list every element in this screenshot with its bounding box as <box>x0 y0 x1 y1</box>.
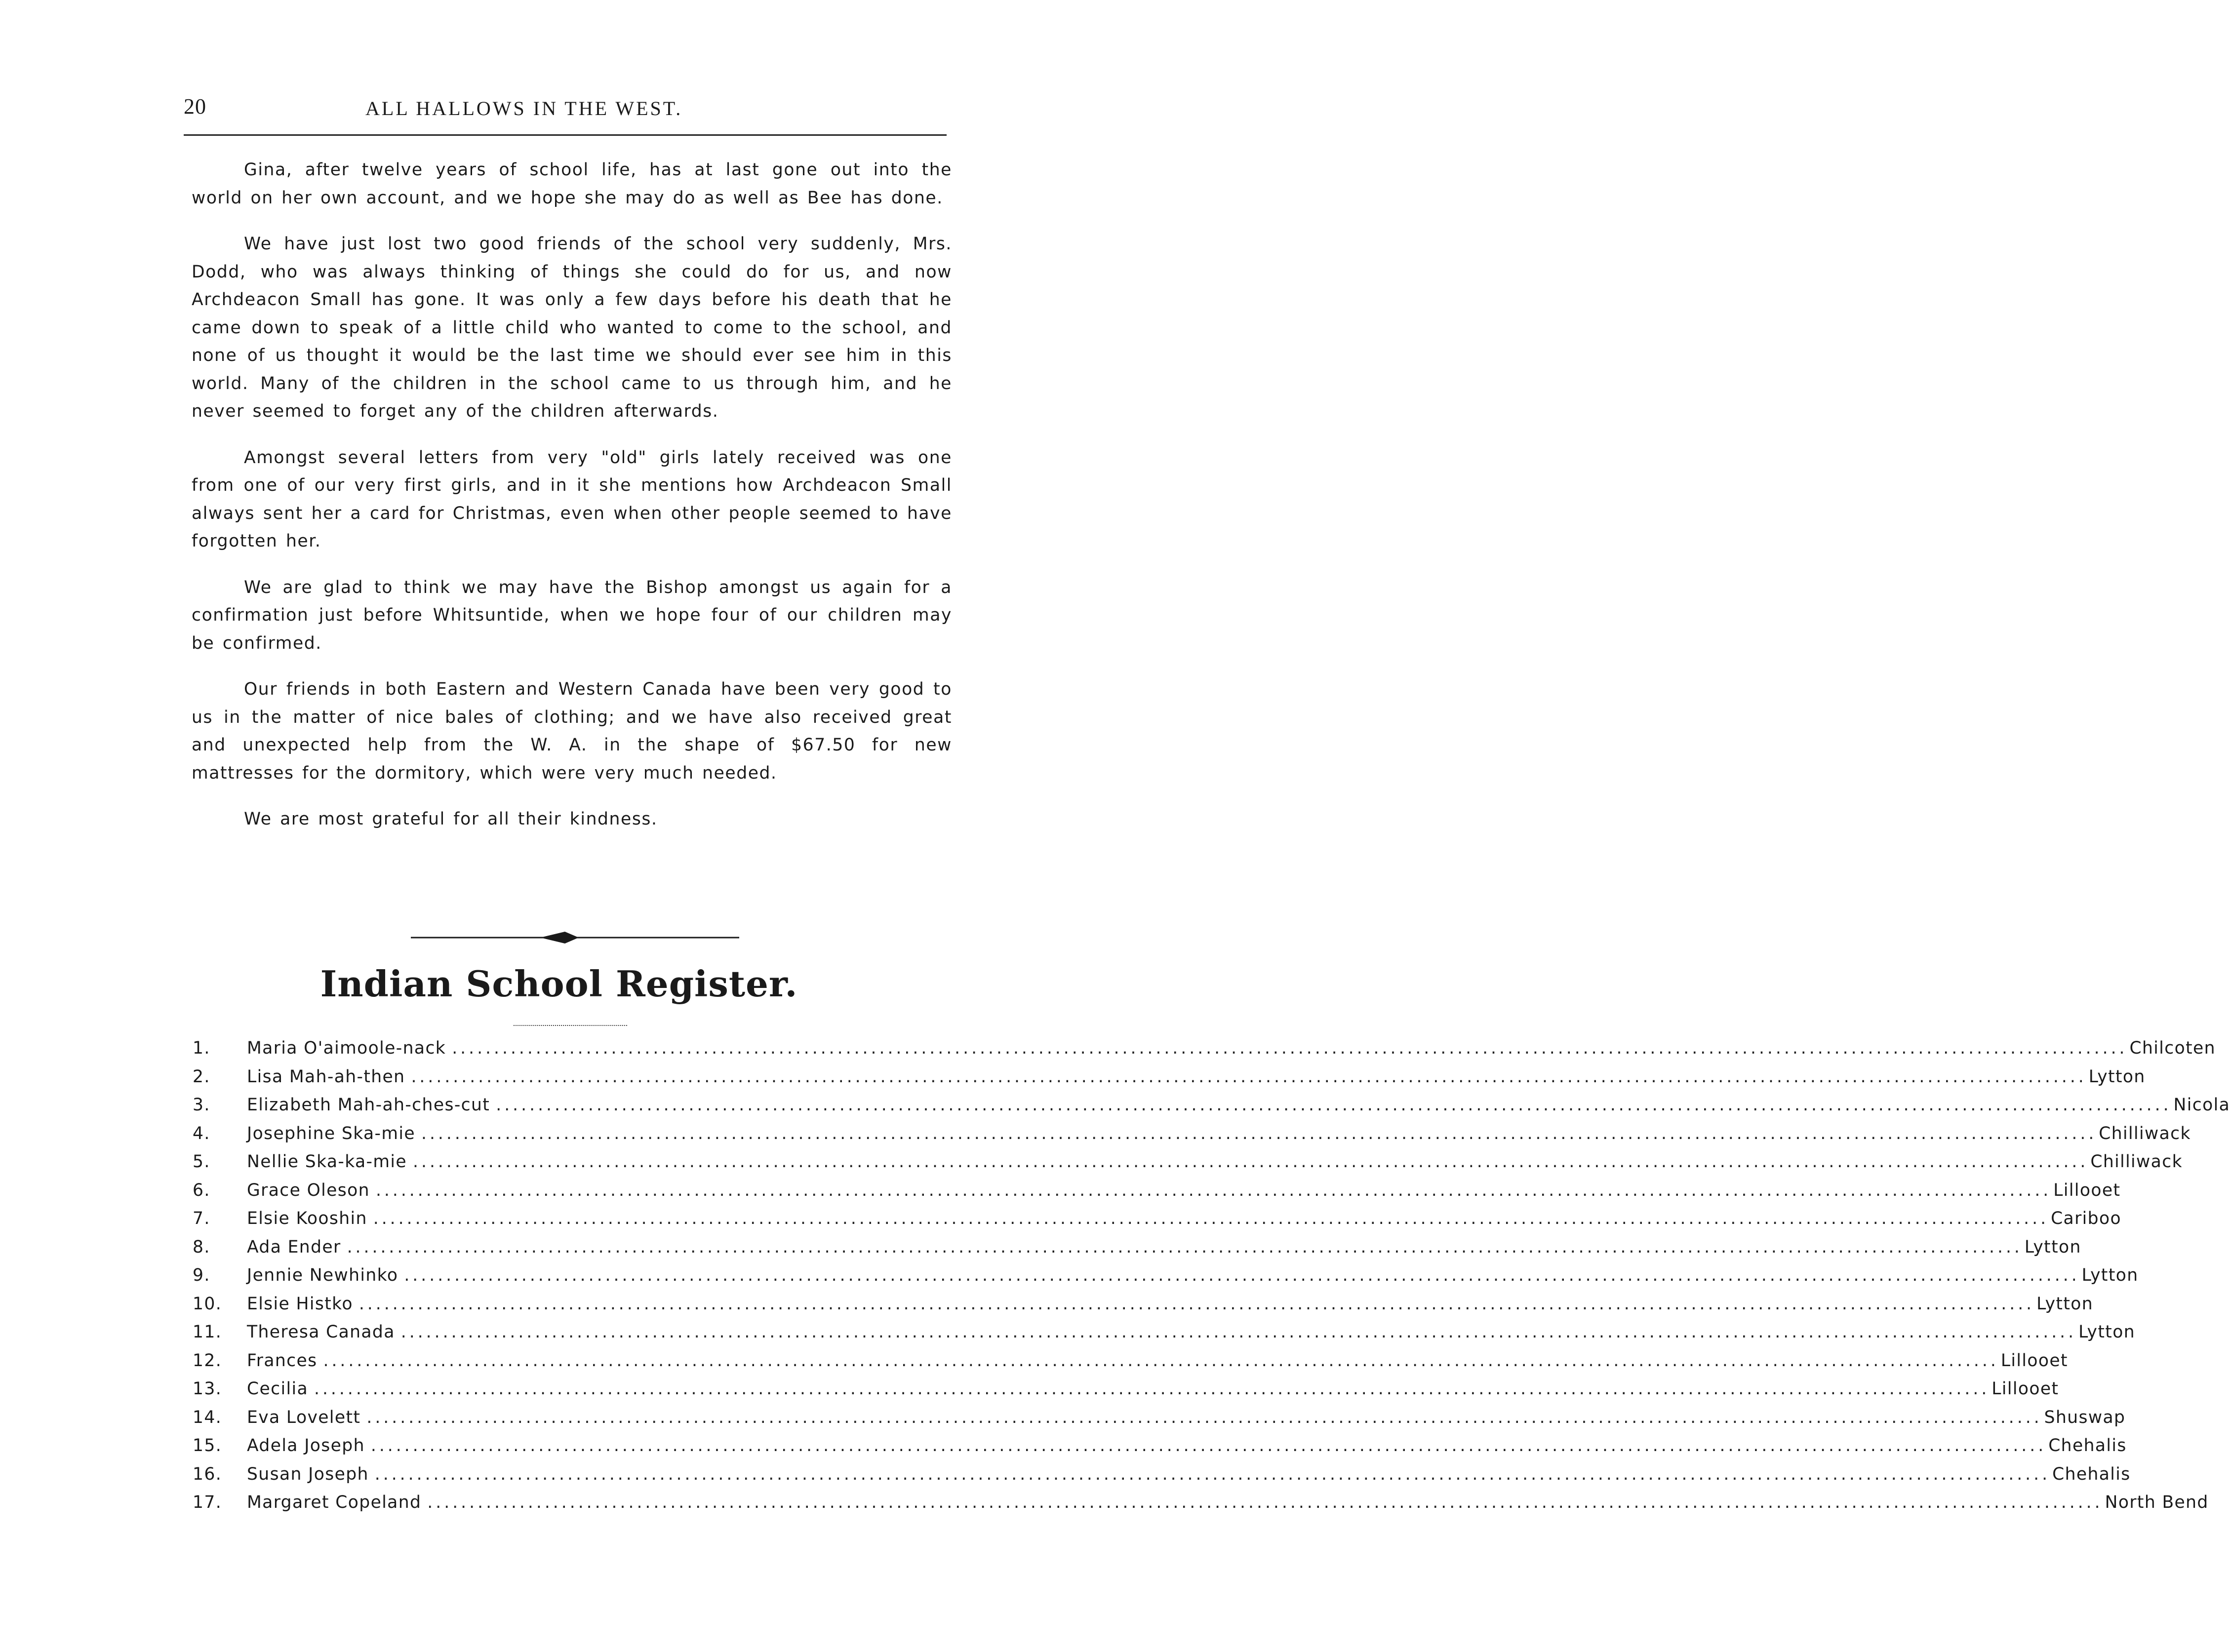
entry-number: 6. <box>193 1180 210 1200</box>
dot-leader: ........................................................................................................................................................................................................ <box>452 1038 2128 1058</box>
entry-number: 1. <box>193 1038 210 1058</box>
register-entry <box>193 1177 2121 1205</box>
dot-leader: ........................................................................................................................................................................................................ <box>374 1464 2051 1484</box>
entry-place: Nicola <box>2173 1095 2230 1115</box>
entry-place: Chilliwack <box>2090 1152 2183 1172</box>
register-title: Indian School Register. <box>320 963 798 1005</box>
register-entry <box>193 1034 2216 1063</box>
dot-leader: ........................................................................................................................................................................................................ <box>375 1180 2052 1200</box>
entry-name: Adela Joseph <box>247 1436 365 1455</box>
register-entry <box>193 1432 2127 1460</box>
entry-number: 3. <box>193 1095 210 1115</box>
entry-place: Lytton <box>2088 1066 2146 1087</box>
dot-leader: ........................................................................................................................................................................................................ <box>400 1322 2077 1342</box>
register-entry <box>193 1148 2183 1177</box>
title-underline <box>514 1025 627 1026</box>
register-list <box>193 1034 2230 1517</box>
paragraph: We have just lost two good friends of the school very suddenly, Mrs. Dodd, who was always thinking of things she could do for us, and now Archdeacon Small has gone. It was only a few days before his death that he came down to speak of a little child who wanted to come to the school, and none of us thought it would be the last time we should ever see him in this world. Many of the children in the school came to us through him, and he never seemed to forget any of the children afterwards. <box>192 234 952 421</box>
entry-place: Lillooet <box>2053 1180 2121 1200</box>
register-entry <box>193 1261 2139 1290</box>
entry-number: 10. <box>193 1294 222 1314</box>
entry-name: Margaret Copeland <box>247 1493 422 1512</box>
entry-name: Elizabeth Mah-ah-ches-cut <box>247 1095 490 1115</box>
entry-place: Chehalis <box>2052 1464 2131 1484</box>
entry-number: 16. <box>193 1464 222 1484</box>
register-entry <box>193 1091 2230 1120</box>
entry-name: Eva Lovelett <box>247 1407 361 1427</box>
dot-leader: ........................................................................................................................................................................................................ <box>370 1436 2047 1455</box>
register-entry <box>193 1205 2121 1233</box>
entry-name: Cecilia <box>247 1379 308 1399</box>
dot-leader: ........................................................................................................................................................................................................ <box>411 1066 2087 1087</box>
entry-number: 5. <box>193 1152 210 1172</box>
dot-leader: ........................................................................................................................................................................................................ <box>366 1407 2042 1427</box>
entry-name: Nellie Ska-ka-mie <box>247 1152 407 1172</box>
dot-leader: ........................................................................................................................................................................................................ <box>314 1379 1990 1399</box>
register-entry <box>193 1290 2094 1319</box>
dot-leader: ........................................................................................................................................................................................................ <box>358 1294 2035 1314</box>
entry-number: 9. <box>193 1265 210 1285</box>
paragraph: Gina, after twelve years of school life, has at last gone out into the world on her own account, and we hope she may do as well as Bee has done. <box>192 160 952 208</box>
entry-name: Josephine Ska-mie <box>247 1123 415 1143</box>
dot-leader: ........................................................................................................................................................................................................ <box>347 1237 2023 1257</box>
dot-leader: ........................................................................................................................................................................................................ <box>421 1123 2097 1143</box>
entry-number: 17. <box>193 1493 222 1512</box>
article-body <box>192 156 952 833</box>
register-entry <box>193 1375 2059 1404</box>
entry-name: Theresa Canada <box>247 1322 395 1342</box>
entry-place: North Bend <box>2105 1493 2209 1512</box>
dot-leader: ........................................................................................................................................................................................................ <box>404 1265 2080 1285</box>
paragraph: Amongst several letters from very "old" girls lately received was one from one of our very first girls, and in it she mentions how Archdeacon Small always sent her a card for Christmas, even when other people seemed to have forgotten her. <box>192 447 952 551</box>
entry-name: Susan Joseph <box>247 1464 369 1484</box>
entry-place: Lytton <box>2081 1265 2139 1285</box>
entry-number: 14. <box>193 1407 222 1427</box>
entry-place: Chehalis <box>2048 1436 2127 1455</box>
entry-number: 8. <box>193 1237 210 1257</box>
paragraph: Our friends in both Eastern and Western Canada have been very good to us in the matter of nice bales of clothing; and we have also received great and unexpected help from the W. A. in the shape of $67.50 for new mattresses for the dormitory, which were very much needed. <box>192 679 952 783</box>
entry-place: Lytton <box>2036 1294 2094 1314</box>
entry-number: 12. <box>193 1350 222 1371</box>
entry-place: Chilcoten <box>2129 1038 2216 1058</box>
entry-place: Lillooet <box>1991 1379 2059 1399</box>
register-entry <box>193 1063 2146 1092</box>
register-entry <box>193 1460 2131 1489</box>
entry-name: Ada Ender <box>247 1237 341 1257</box>
entry-place: Lytton <box>2078 1322 2135 1342</box>
entry-place: Shuswap <box>2044 1407 2126 1427</box>
register-entry <box>193 1120 2191 1148</box>
entry-name: Grace Oleson <box>247 1180 370 1200</box>
entry-number: 11. <box>193 1322 222 1342</box>
dot-leader: ........................................................................................................................................................................................................ <box>427 1493 2103 1512</box>
entry-number: 2. <box>193 1066 210 1087</box>
paragraph: We are most grateful for all their kindness. <box>244 809 658 829</box>
divider-diamond-icon <box>540 932 579 944</box>
entry-name: Frances <box>247 1350 318 1371</box>
page-number: 20 <box>184 94 206 118</box>
dot-leader: ........................................................................................................................................................................................................ <box>413 1152 2089 1172</box>
entry-name: Maria O'aimoole-nack <box>247 1038 446 1058</box>
register-entry <box>193 1318 2135 1347</box>
entry-place: Lytton <box>2024 1237 2081 1257</box>
paragraph: We are glad to think we may have the Bishop amongst us again for a confirmation just before Whitsuntide, when we hope four of our children may be confirmed. <box>192 577 952 653</box>
entry-number: 15. <box>193 1436 222 1455</box>
register-entry <box>193 1489 2209 1517</box>
entry-name: Lisa Mah-ah-then <box>247 1066 405 1087</box>
entry-number: 7. <box>193 1209 210 1228</box>
entry-name: Elsie Kooshin <box>247 1209 367 1228</box>
register-entry <box>193 1404 2126 1432</box>
header-rule <box>184 134 947 136</box>
register-entry <box>193 1347 2068 1376</box>
entry-place: Chilliwack <box>2099 1123 2191 1143</box>
section-divider-ornament <box>411 930 739 945</box>
dot-leader: ........................................................................................................................................................................................................ <box>373 1209 2049 1228</box>
register-entry <box>193 1233 2081 1262</box>
entry-place: Lillooet <box>2000 1350 2068 1371</box>
entry-place: Cariboo <box>2051 1209 2121 1228</box>
entry-number: 13. <box>193 1379 222 1399</box>
entry-name: Jennie Newhinko <box>247 1265 398 1285</box>
dot-leader: ........................................................................................................................................................................................................ <box>496 1095 2172 1115</box>
running-title: ALL HALLOWS IN THE WEST. <box>365 97 683 119</box>
entry-name: Elsie Histko <box>247 1294 353 1314</box>
dot-leader: ........................................................................................................................................................................................................ <box>323 1350 1999 1371</box>
entry-number: 4. <box>193 1123 210 1143</box>
